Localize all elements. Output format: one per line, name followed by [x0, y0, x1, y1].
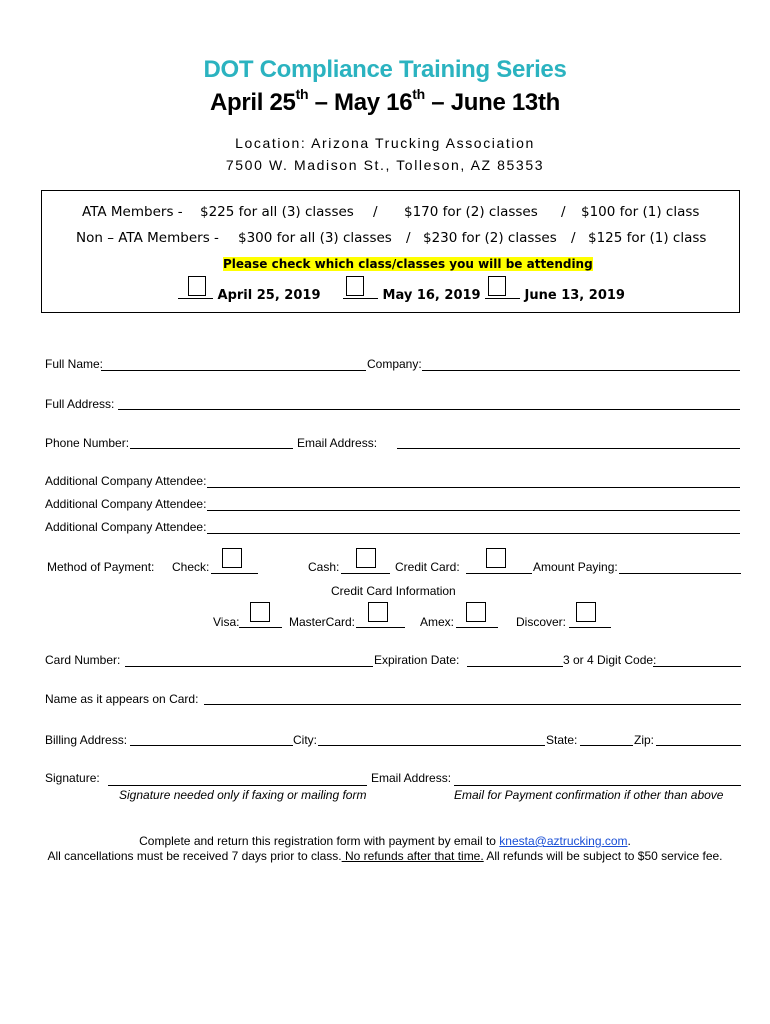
signature-label: Signature:: [45, 771, 100, 785]
card-number-label: Card Number:: [45, 653, 121, 667]
class-label-april: April 25, 2019: [217, 288, 321, 303]
email-field[interactable]: [397, 448, 740, 449]
attendee-label-3: Additional Company Attendee:: [45, 520, 207, 534]
name-on-card-field[interactable]: [204, 704, 741, 705]
nonmember-price-two: $230 for (2) classes: [423, 230, 557, 246]
name-on-card-label: Name as it appears on Card:: [45, 692, 199, 706]
zip-label: Zip:: [634, 733, 655, 747]
amount-field[interactable]: [619, 573, 741, 574]
credit-card-checkbox[interactable]: [486, 548, 506, 568]
class-label-june: June 13, 2019: [524, 288, 625, 303]
cvv-label: 3 or 4 Digit Code:: [563, 653, 657, 667]
billing-address-label: Billing Address:: [45, 733, 128, 747]
member-label: ATA Members -: [82, 204, 183, 220]
cc-info-heading: Credit Card Information: [331, 584, 456, 598]
cash-label: Cash:: [308, 560, 340, 574]
member-price-two: $170 for (2) classes: [404, 204, 538, 220]
date-april-suffix: th: [295, 86, 309, 102]
email-note: Email for Payment confirmation if other than above: [454, 788, 724, 802]
sig-email-field[interactable]: [454, 785, 741, 786]
company-field[interactable]: [422, 370, 740, 371]
date-april: April 25: [209, 89, 296, 116]
date-june: June 13th: [450, 89, 561, 116]
amex-checkbox[interactable]: [466, 602, 486, 622]
credit-card-label: Credit Card:: [395, 560, 460, 574]
nonmember-price-one: $125 for (1) class: [588, 230, 707, 246]
member-price-three: $225 for all (3) classes: [200, 204, 354, 220]
class-checkbox-june[interactable]: [485, 280, 520, 299]
zip-field[interactable]: [656, 745, 741, 746]
class-label-may: May 16, 2019: [382, 288, 481, 303]
contact-email-link[interactable]: knesta@aztrucking.com: [499, 834, 628, 848]
mastercard-label: MasterCard:: [289, 615, 356, 629]
attendee-label-2: Additional Company Attendee:: [45, 497, 207, 511]
amex-label: Amex:: [420, 615, 455, 629]
attendee-field-3[interactable]: [207, 533, 740, 534]
phone-field[interactable]: [130, 448, 293, 449]
expiration-field[interactable]: [467, 666, 563, 667]
page-title: DOT Compliance Training Series: [203, 56, 567, 83]
discover-checkbox[interactable]: [576, 602, 596, 622]
date-separator: –: [308, 89, 335, 116]
cvv-field[interactable]: [653, 666, 741, 667]
email-label: Email Address:: [297, 436, 378, 450]
price-separator: /: [373, 204, 378, 220]
training-dates: [0, 86, 770, 117]
phone-label: Phone Number:: [45, 436, 130, 450]
visa-checkbox[interactable]: [250, 602, 270, 622]
check-underline: [211, 573, 258, 574]
billing-address-field[interactable]: [130, 745, 293, 746]
full-address-label: Full Address:: [45, 397, 115, 411]
attendee-label-1: Additional Company Attendee:: [45, 474, 207, 488]
class-instruction: Please check which class/classes you will be attending: [223, 257, 593, 271]
discover-underline: [569, 627, 611, 628]
cash-checkbox[interactable]: [356, 548, 376, 568]
signature-note: Signature needed only if faxing or mailing form: [119, 788, 367, 802]
date-may-suffix: th: [412, 86, 425, 102]
visa-label: Visa:: [213, 615, 240, 629]
footer-line-2: [0, 849, 770, 863]
no-refunds-notice: No refunds after that time.: [341, 849, 484, 863]
footer-instruction: Complete and return this registration form with payment by email to: [139, 834, 500, 848]
expiration-label: Expiration Date:: [374, 653, 460, 667]
sig-email-label: Email Address:: [371, 771, 452, 785]
date-separator: –: [424, 89, 451, 116]
city-label: City:: [293, 733, 317, 747]
class-checkbox-may[interactable]: [343, 280, 378, 299]
refund-fee-notice: All refunds will be subject to $50 service fee.: [483, 849, 723, 863]
city-field[interactable]: [318, 745, 545, 746]
amount-label: Amount Paying:: [533, 560, 618, 574]
date-may: May 16: [334, 89, 413, 116]
class-option-april: [178, 280, 320, 303]
attendee-field-1[interactable]: [207, 487, 740, 488]
nonmember-label: Non – ATA Members -: [76, 230, 219, 246]
visa-underline: [239, 627, 282, 628]
member-price-one: $100 for (1) class: [581, 204, 700, 220]
mastercard-underline: [356, 627, 405, 628]
check-checkbox[interactable]: [222, 548, 242, 568]
full-name-field[interactable]: [101, 370, 366, 371]
signature-field[interactable]: [108, 785, 367, 786]
nonmember-price-three: $300 for all (3) classes: [238, 230, 392, 246]
class-option-june: [485, 280, 625, 303]
credit-card-underline: [466, 573, 532, 574]
address-line: 7500 W. Madison St., Tolleson, AZ 85353: [225, 157, 545, 173]
full-address-field[interactable]: [118, 409, 740, 410]
attendee-field-2[interactable]: [207, 510, 740, 511]
payment-method-label: Method of Payment:: [47, 560, 155, 574]
state-field[interactable]: [580, 745, 633, 746]
card-number-field[interactable]: [125, 666, 373, 667]
amex-underline: [456, 627, 498, 628]
company-label: Company:: [367, 357, 422, 371]
footer-period: .: [627, 834, 631, 848]
check-label: Check:: [172, 560, 210, 574]
footer-line-1: [0, 834, 770, 848]
mastercard-checkbox[interactable]: [368, 602, 388, 622]
full-name-label: Full Name:: [45, 357, 104, 371]
discover-label: Discover:: [516, 615, 567, 629]
class-checkbox-april[interactable]: [178, 280, 213, 299]
price-separator: /: [571, 230, 576, 246]
cash-underline: [341, 573, 390, 574]
class-option-may: [343, 280, 481, 303]
location-line: Location: Arizona Trucking Association: [235, 135, 535, 151]
price-separator: /: [406, 230, 411, 246]
price-separator: /: [561, 204, 566, 220]
cancellation-policy: All cancellations must be received 7 days prior to class.: [47, 849, 342, 863]
state-label: State:: [546, 733, 578, 747]
